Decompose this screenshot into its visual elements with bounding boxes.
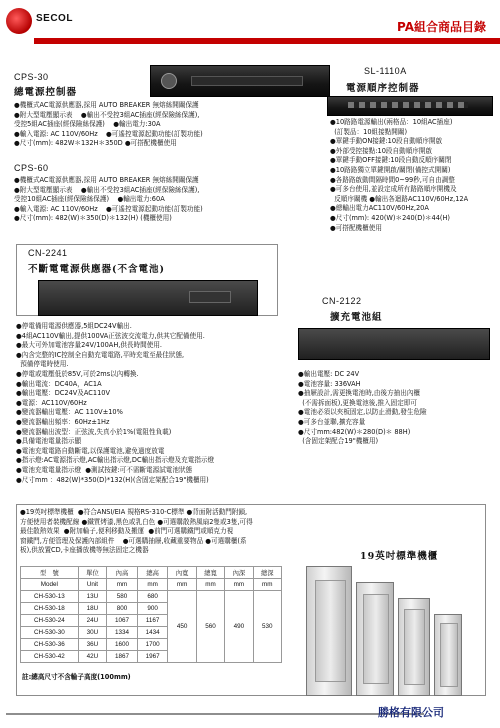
cn2241-model: CN-2241 <box>28 248 68 258</box>
brand-name: SECOL <box>36 13 73 24</box>
rack-table-note: 註:總高尺寸不含輪子高度(100mm) <box>22 673 131 681</box>
table-cell: CH-530-13 <box>21 591 79 603</box>
table-header-cell: mm <box>168 579 196 591</box>
cn2122-model: CN-2122 <box>322 296 362 306</box>
table-cell: 560 <box>196 591 224 663</box>
meter-icon <box>161 73 177 89</box>
cn2122-description: ●輸出電壓: DC 24V ●電池容量: 336VAH ●抽屜設計,需更換電池時,由後方抽出內櫃 (不需拆面板),更換電池後,推入固定即可 ●電池必須以夾板固定,以防止滑動,發生危險 ●可多台並聯,擴充容量 ●尺寸mm:482(W)＊280(D)＊ 88H) (含固定架配合19"機櫃用) <box>298 370 427 446</box>
rack-cabinet-image-3 <box>398 598 430 696</box>
table-header-cell: mm <box>225 579 253 591</box>
rack-spec-table <box>20 566 282 663</box>
table-cell: 24U <box>78 615 106 627</box>
table-cell: 900 <box>137 603 168 615</box>
table-header-row <box>21 579 282 591</box>
table-cell: CH-530-24 <box>21 615 79 627</box>
table-header-cell: 總深 <box>253 567 281 579</box>
table-cell: 36U <box>78 639 106 651</box>
table-row <box>21 591 282 603</box>
table-header-cell: 總寬 <box>196 567 224 579</box>
table-cell: 13U <box>78 591 106 603</box>
rack-cabinet-image-2 <box>356 582 394 696</box>
table-cell: 1434 <box>137 627 168 639</box>
table-header-row <box>21 567 282 579</box>
table-cell: 18U <box>78 603 106 615</box>
cn2241-device-image <box>38 280 258 316</box>
cps30-model: CPS-30 <box>14 72 49 82</box>
table-cell: 680 <box>137 591 168 603</box>
table-cell: CH-530-36 <box>21 639 79 651</box>
table-cell: 1334 <box>107 627 138 639</box>
table-header-cell: mm <box>253 579 281 591</box>
table-cell: 1700 <box>137 639 168 651</box>
table-cell: 1867 <box>107 651 138 663</box>
company-name: 勝格有限公司 <box>378 706 444 719</box>
table-cell: 450 <box>168 591 196 663</box>
header-stripe <box>34 38 500 44</box>
switch-row <box>348 102 468 108</box>
cn2241-description: ●停電備用電源供應器,5組DC24V輸出. ●4組AC110V輸出,提供100VA正弦波交流電力,供其它配備使用. ●最大可外加電池容量24V/100AH,供長時間使用. ●內含完整的IC控制全自動充電電路,平時充電至最佳狀態, 預備停電時使用. ●停電或電壓低於85V,可於2ms以內轉換. ●輸出電流：DC40A，AC1A ●輸出電壓：DC24V及AC110V ●電源：AC110V/60Hz ●變流器輸出電壓：AC 110V±10% ●變流器輸出頻率：60Hz±1Hz ●變流器輸出波型：正弦波,失真小於1%(電阻性負載) ●具備電池電量指示顯 ●電池充電電路自動斷電,以保護電池,避免過度放電 ●指示燈:AC電源指示燈,AC輸出指示燈,DC輸出指示燈及充電指示燈 ●電池充電電量指示燈 ●測試按鍵:可不需斷電源試電池狀態 ●尺寸mm ：482(W)*350(D)*132(H)(含固定架配合19"機櫃用) <box>16 322 215 484</box>
table-header-cell: 型 號 <box>21 567 79 579</box>
table-header-cell: Model <box>21 579 79 591</box>
table-header-cell: mm <box>196 579 224 591</box>
table-cell: 800 <box>107 603 138 615</box>
rack-cabinet-image-4 <box>434 614 462 696</box>
table-header-cell: 總高 <box>137 567 168 579</box>
table-cell: 1067 <box>107 615 138 627</box>
table-header-cell: 內高 <box>107 567 138 579</box>
table-header-cell: Unit <box>78 579 106 591</box>
table-header-cell: 內深 <box>225 567 253 579</box>
footer-line <box>6 713 424 715</box>
rack-description: ●19英吋標準機櫃 ●符合ANSI/EIA 規格RS-310-C標準 ●背面附活動門附鎖, 方便使用者裝機配線 ●鐵質烤漆,黑色或乳白色 ●可選購散熱風扇2隻或3隻,可得 最佳散熱效果 ●附加輪子,便利移動及搬運 ●前門可選購鐵門或順克力視 窗鐵門,方便管理及保護內部組件 ●可選購抽屜,收藏重要物品 ●可選購櫃(系 板),供放置CD,卡座播放機等無法固定之機器 <box>20 508 253 555</box>
table-cell: 580 <box>107 591 138 603</box>
page-title: PA組合商品目錄 <box>397 20 486 34</box>
table-cell: 42U <box>78 651 106 663</box>
table-cell: CH-530-42 <box>21 651 79 663</box>
rack-title: 19英吋標準機櫃 <box>360 551 439 562</box>
cps30-device-image <box>150 65 330 97</box>
sl1110a-device-image <box>327 96 493 116</box>
sl1110a-model: SL-1110A <box>364 66 407 76</box>
cn2122-device-image <box>298 328 490 360</box>
table-cell: CH-530-18 <box>21 603 79 615</box>
cps60-model: CPS-60 <box>14 163 49 173</box>
table-cell: 530 <box>253 591 281 663</box>
sl1110a-title: 電源順序控制器 <box>346 83 420 94</box>
table-header-cell: 內寬 <box>168 567 196 579</box>
cn2122-title: 擴充電池組 <box>330 312 383 323</box>
indicator-panel <box>189 291 231 303</box>
table-cell: 1967 <box>137 651 168 663</box>
cps30-description: ●機櫃式AC電源供應器,採用 AUTO BREAKER 無熔絲開關保護 ●附大型電壓顯示表 ●輸出不受控3組AC插座(經保險絲保護), 受控5組AC插座(經保險絲保護) ●輸出電力:30A ●輸入電源: AC 110V/60Hz ●可遙控電源起動功能(訂製功能) ●尺寸(mm): 482W＊132H＊350D ●可搭配機櫃使用 <box>14 101 203 148</box>
breaker-panel <box>191 76 303 86</box>
table-cell: 490 <box>225 591 253 663</box>
table-cell: 1167 <box>137 615 168 627</box>
secol-logo-icon <box>6 8 32 34</box>
cps30-title: 總電源控制器 <box>14 87 78 98</box>
table-cell: 30U <box>78 627 106 639</box>
table-cell: CH-530-30 <box>21 627 79 639</box>
rack-cabinet-image-1 <box>306 566 352 696</box>
table-header-cell: mm <box>137 579 168 591</box>
sl1110a-description: ●10路路電源輸出(兩格品：10組AC插座) (訂製品：10組接點開關) ●單鍵手動ON接鍵:10段自動順序開啟 ●外部受控接點:10段自動順序開啟 ●單鍵手動OFF接鍵:10段自動反順序關閉 ●10路路獨立單鍵開啟/關閉(備控式開關) ●各路路啟動間隔時間0~99秒,可自由調整 ●可多台使用,並設定成所有路路順序開機及 反順序關機 ●輸出各迴路AC110V/60Hz,12A ●總輸出電力AC110V/60Hz,20A ●尺寸(mm): 420(W)＊240(D)＊44(H) ●可搭配機櫃使用 <box>330 118 469 232</box>
cn2241-title: 不斷電電源供應器(不含電池) <box>28 264 165 275</box>
cps60-description: ●機櫃式AC電源供應器,採用 AUTO BREAKER 無熔絲開關保護 ●附大型電壓顯示表 ●輸出不受控3組AC插座(經保險絲保護), 受控10組AC插座(經保險絲保護) ●輸出電力:60A ●輸入電源: AC 110V/60Hz ●可遙控電源起動功能(訂製功能) ●尺寸(mm): 482(W)＊350(D)＊132(H) (機櫃使用) <box>14 176 203 223</box>
table-header-cell: mm <box>107 579 138 591</box>
table-header-cell: 單位 <box>78 567 106 579</box>
table-cell: 1600 <box>107 639 138 651</box>
